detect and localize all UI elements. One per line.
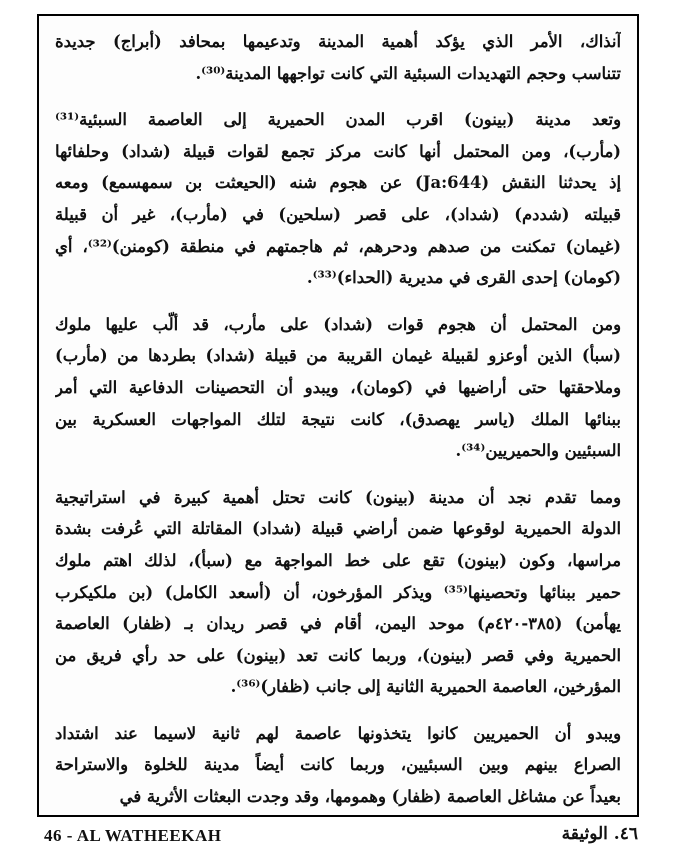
text-line: الحميرية وفي قصر (بينون)، وربما كانت تعد (بينون) على حد رأي فريق من [55, 645, 621, 665]
footer-page-label-arabic: ٤٦. الوثيقة [561, 824, 638, 844]
paragraph [55, 309, 621, 467]
text-line: الدولة الحميرية لوقوعها ضمن أراضي قبيلة (شداد) المقاتلة التي عُرفت بشدة [55, 519, 621, 539]
text-line: الصراع بينهم وبين السبئيين، وربما كانت أيضاً مدينة للخلوة والاستراحة [55, 755, 621, 775]
text-line: السبئيين والحميريين⁽³⁴⁾. [455, 441, 621, 461]
paragraph [55, 26, 621, 89]
body-text [55, 26, 621, 807]
text-line: المؤرخين، العاصمة الحميرية الثانية إلى جانب (ظفار)⁽³⁶⁾. [230, 677, 621, 697]
paragraph [55, 104, 621, 294]
text-line: يهأمن) (٣٨٥-٤٢٠م) موحد اليمن، أقام في قصر ريدان بـ (ظفار) العاصمة [55, 614, 621, 634]
paragraph [55, 482, 621, 703]
text-line: ومن المحتمل أن هجوم قوات (شداد) على مأرب، قد ألّب عليها ملوك [55, 314, 621, 334]
text-line: ويبدو أن الحميريين كانوا يتخذونها عاصمة لهم ثانية لاسيما عند اشتداد [55, 723, 621, 743]
text-line: حمير ببنائها وتحصينها⁽³⁵⁾ ويذكر المؤرخون، أن (أسعد الكامل) (بن ملكيكرب [55, 582, 621, 602]
text-line: آنذاك، الأمر الذي يؤكد أهمية المدينة وتدعيمها بمحافد (أبراج) جديدة [55, 32, 621, 51]
text-line: ببنائها الملك (ياسر يهصدق)، كانت نتيجة لتلك المواجهات العسكرية بين [55, 409, 621, 429]
text-line: تتناسب وحجم التهديدات السبئية التي كانت تواجهها المدينة⁽³⁰⁾. [195, 63, 621, 83]
text-line: وتعد مدينة (بينون) اقرب المدن الحميرية إلى العاصمة السبئية⁽³¹⁾ [55, 110, 621, 130]
text-line: (سبأ) الذين أوعزو لقبيلة غيمان القريبة من قبيلة (شداد) بطردها من (مأرب) [55, 346, 621, 366]
text-line: بعيداً عن مشاغل العاصمة (ظفار) وهمومها، وقد وجدت البعثات الأثرية في [119, 787, 621, 807]
paragraph [55, 718, 621, 813]
page-text-frame [37, 14, 639, 817]
text-line: ومما تقدم نجد أن مدينة (بينون) كانت تحتل أهمية كبيرة في استراتيجية [55, 487, 621, 507]
text-line: قبيلته (شددم) (شداد)، على قصر (سلحين) في (مأرب)، غير أن قبيلة [55, 204, 621, 224]
footer-page-label-latin: 46 - AL WATHEEKAH [44, 826, 222, 845]
text-line: (مأرب)، ومن المحتمل أنها كانت مركز تجمع لقوات قبيلة (شداد) وحلفائها [55, 141, 621, 161]
text-line: وملاحقتها حتى أراضيها في (كومان)، ويبدو أن التحصينات الدفاعية التي أمر [55, 377, 621, 397]
text-line: (كومان) إحدى القرى في مديرية (الحداء)⁽³³⁾. [306, 268, 621, 288]
text-line: (غيمان) تمكنت من صدهم ودحرهم، ثم هاجمتهم في منطقة (كومنن)⁽³²⁾، أي [55, 236, 621, 256]
text-line: مراسها، وكون (بينون) تقع على خط المواجهة مع (سبأ)، لذلك اهتم ملوك [55, 550, 621, 570]
text-line: إذ يحدثنا النقش (Ja:644) عن هجوم شنه (الحيعثت بن سمهسمع) ومعه [55, 173, 621, 193]
